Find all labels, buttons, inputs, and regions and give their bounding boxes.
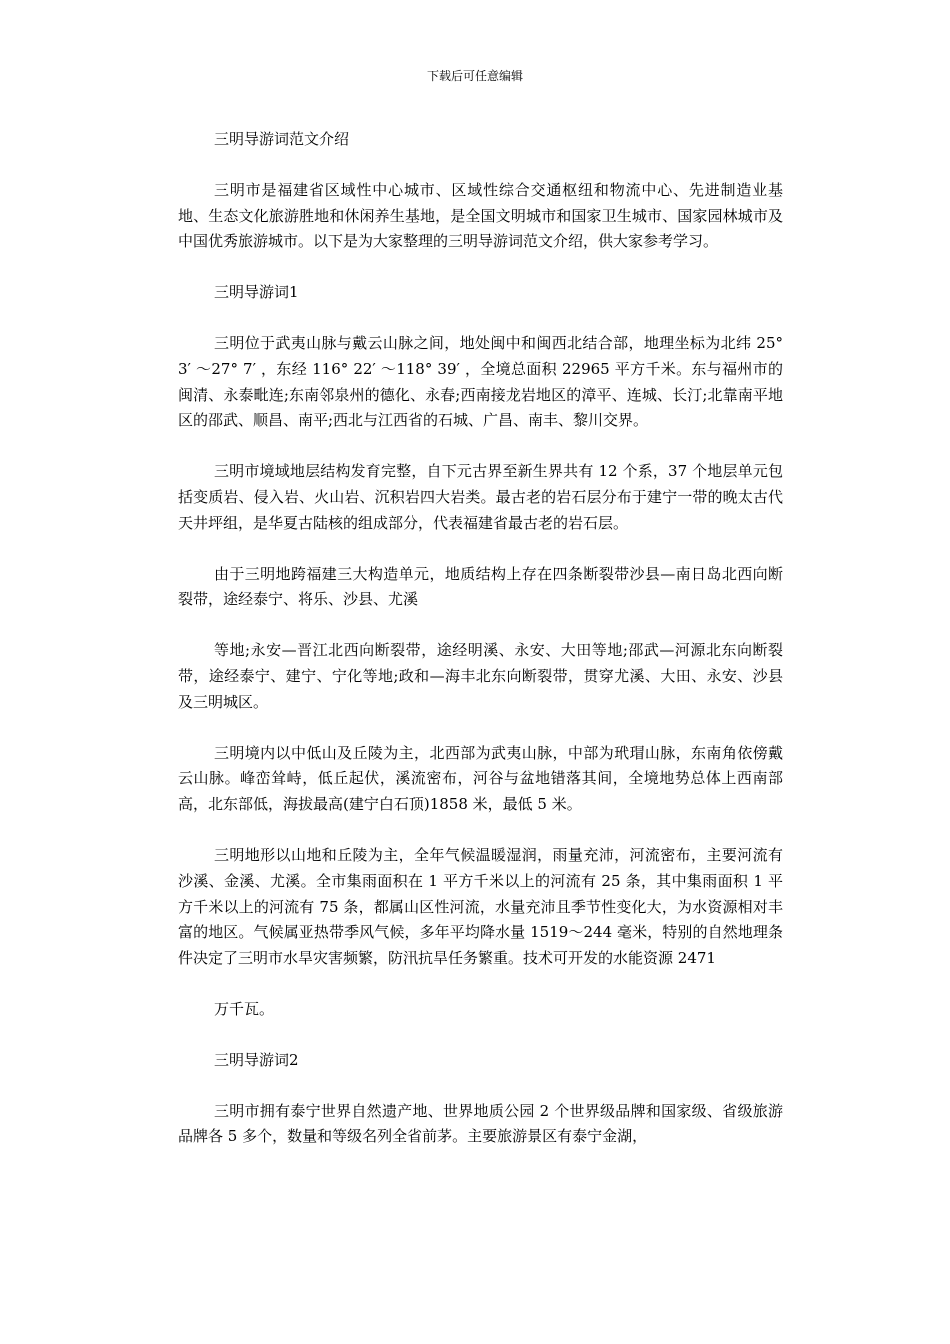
section-heading-1: 三明导游词1 bbox=[214, 283, 299, 302]
paragraph-geology: 三明市境域地层结构发育完整，自下元古界至新生界共有 12 个系，37 个地层单元包括变质岩、侵入岩、火山岩、沉积岩四大岩类。最古老的岩石层分布于建宁一带的晚太古代天井坪组，是华夏古陆核的组成部分，代表福建省最古老的岩石层。 bbox=[178, 462, 783, 532]
document-title: 三明导游词范文介绍 bbox=[214, 130, 350, 148]
section-heading-2: 三明导游词2 bbox=[214, 1050, 299, 1069]
paragraph-terrain: 三明境内以中低山及丘陵为主，北西部为武夷山脉，中部为玳瑁山脉，东南角依傍戴云山脉。峰峦耸峙，低丘起伏，溪流密布，河谷与盆地错落其间，全境地势总体上西南部高，北东部低，海拔最高(建宁白石顶)1858 米，最低 5 米。 bbox=[178, 743, 783, 814]
document-body bbox=[178, 127, 783, 1175]
paragraph-continuation: 万千瓦。 bbox=[214, 999, 275, 1018]
paragraph-faults-b: 等地;永安—晋江北西向断裂带，途经明溪、永安、大田等地;邵武—河源北东向断裂带，途经泰宁、建宁、宁化等地;政和—海丰北东向断裂带，贯穿尤溪、大田、永安、沙县及三明城区。 bbox=[178, 641, 783, 711]
paragraph-faults-a: 由于三明地跨福建三大构造单元，地质结构上存在四条断裂带沙县—南日岛北西向断裂带，途经泰宁、将乐、沙县、尤溪 bbox=[178, 564, 783, 609]
header-note: 下载后可任意编辑 bbox=[426, 69, 523, 83]
paragraph-location: 三明位于武夷山脉与戴云山脉之间，地处闽中和闽西北结合部，地理坐标为北纬 25° 3′ ～27° 7′ ，东经 116° 22′ ～118° 39′ ，全境总面积 22965 平方千米。东与福州市的闽清、永泰毗连;东南邻泉州的德化、永春;西南接龙岩地区的漳平、连城、长汀;北靠南平地区的邵武、顺昌、南平;西北与江西省的石城、广昌、南丰、黎川交界。 bbox=[178, 333, 783, 430]
intro-paragraph: 三明市是福建省区域性中心城市、区域性综合交通枢纽和物流中心、先进制造业基地、生态文化旅游胜地和休闲养生基地，是全国文明城市和国家卫生城市、国家园林城市及中国优秀旅游城市。以下是为大家整理的三明导游词范文介绍，供大家参考学习。 bbox=[178, 180, 783, 251]
paragraph-climate: 三明地形以山地和丘陵为主，全年气候温暖湿润，雨量充沛，河流密布，主要河流有沙溪、金溪、尤溪。全市集雨面积在 1 平方千米以上的河流有 25 条，其中集雨面积 1 平方千米以上的河流有 75 条，都属山区性河流，水量充沛且季节性变化大，为水资源相对丰富的地区。气候属亚热带季风气候，多年平均降水量 1519～244 毫米，特别的自然地理条件决定了三明市水旱灾害频繁，防汛抗旱任务繁重。技术可开发的水能资源 2471 bbox=[178, 845, 783, 968]
paragraph-tourism: 三明市拥有泰宁世界自然遗产地、世界地质公园 2 个世界级品牌和国家级、省级旅游品牌各 5 多个，数量和等级名列全省前茅。主要旅游景区有泰宁金湖， bbox=[178, 1101, 783, 1146]
